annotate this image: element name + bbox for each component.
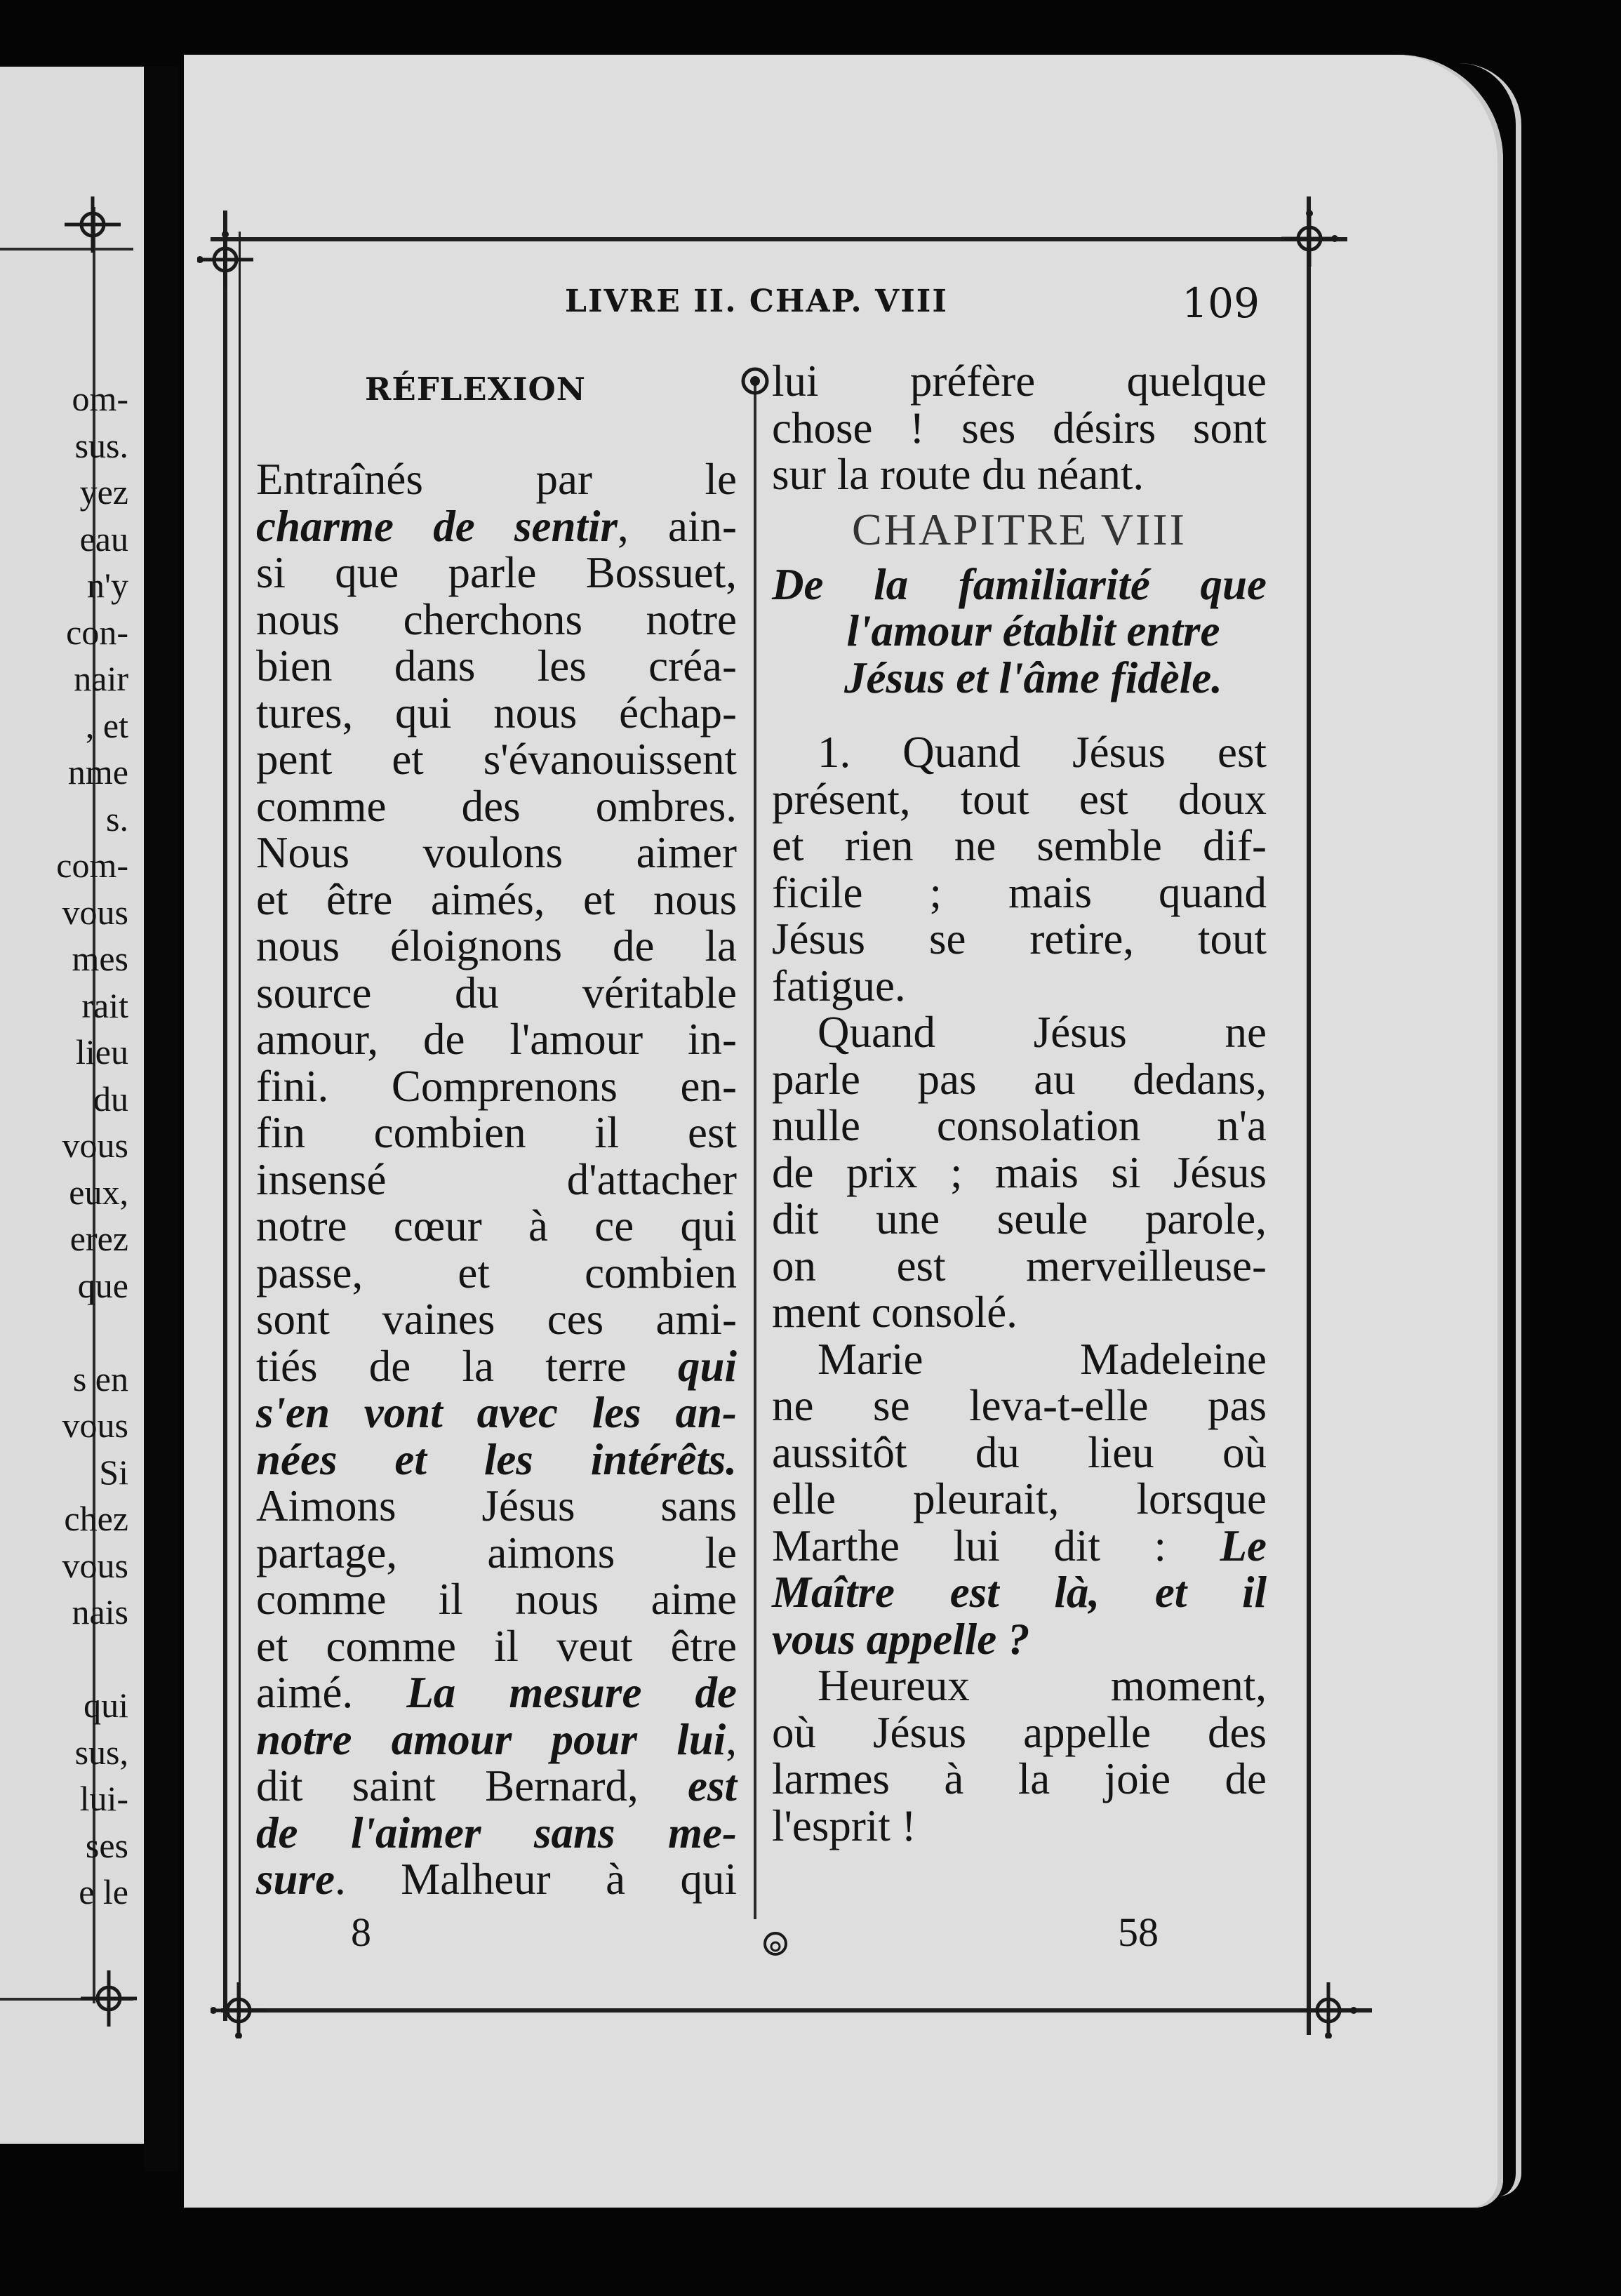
- reflexion-line: fini. Comprenons en-: [256, 1061, 737, 1111]
- facing-page-fragment: erez: [69, 1219, 128, 1258]
- reflexion-line: bien dans les créa-: [256, 641, 737, 690]
- facing-page-fragment: mes: [72, 939, 128, 978]
- column-divider-bottom-ornament-icon: [761, 1930, 789, 1958]
- facing-page-fragment: vous: [62, 892, 128, 932]
- chapter-body-line: elle pleurait, lorsque: [772, 1474, 1267, 1523]
- facing-page-fragment: s en: [72, 1359, 128, 1399]
- reflexion-line: aimé. La mesure de: [256, 1668, 737, 1717]
- facing-page-fragment: nme: [67, 752, 128, 792]
- reflexion-line: charme de sentir, ain-: [256, 501, 737, 551]
- reflexion-line: si que parle Bossuet,: [256, 548, 737, 597]
- chapter-body-line: Jésus se retire, tout: [772, 914, 1267, 963]
- reflexion-line: amour, de l'amour in-: [256, 1015, 737, 1064]
- chapter-body-line: de prix ; mais si Jésus: [772, 1147, 1267, 1197]
- chapter-subtitle-line: Jésus et l'âme fidèle.: [844, 653, 1222, 702]
- reflexion-line: Entraînés par le: [256, 455, 737, 504]
- facing-page-fragment: ses: [85, 1825, 128, 1865]
- facing-page-fragment: e le: [79, 1872, 128, 1911]
- facing-page-fragment: vous: [62, 1126, 128, 1165]
- reflexion-line: passe, et combien: [256, 1248, 737, 1297]
- facing-page-fragment: vous: [62, 1545, 128, 1585]
- reflexion-line: comme des ombres.: [256, 781, 737, 831]
- facing-page-fragment: eau: [79, 519, 128, 559]
- facing-page-fragment: qui: [84, 1686, 128, 1725]
- corner-ornament-top-left-icon: [197, 232, 253, 288]
- chapter-body-line: ment consolé.: [772, 1288, 1018, 1337]
- facing-page-fragment: s.: [106, 799, 128, 839]
- chapter-body-line: où Jésus appelle des: [772, 1707, 1267, 1757]
- chapter-heading: CHAPITRE VIII: [852, 504, 1187, 554]
- reflexion-line: nous cherchons notre: [256, 594, 737, 644]
- chapter-body-line: Maître est là, et il: [772, 1568, 1267, 1617]
- reflexion-line: dit saint Bernard, est: [256, 1761, 737, 1810]
- continuation-line: chose ! ses désirs sont: [772, 403, 1267, 453]
- reflexion-line: insensé d'attacher: [256, 1154, 737, 1204]
- chapter-body-line: ne se leva-t-elle pas: [772, 1381, 1267, 1430]
- reflexion-line: tiés de la terre qui: [256, 1341, 737, 1391]
- chapter-body-line: Marthe lui dit : Le: [772, 1521, 1267, 1570]
- chapter-body-line: on est merveilleuse-: [772, 1241, 1267, 1290]
- frame-left-rule: [223, 211, 227, 2021]
- chapter-body-line: 1. Quand Jésus est: [818, 728, 1267, 777]
- chapter-body-line: l'esprit !: [772, 1801, 916, 1850]
- chapter-body-line: Quand Jésus ne: [818, 1008, 1267, 1057]
- continuation-line: sur la route du néant.: [772, 450, 1145, 499]
- facing-page-fragment: sus.: [74, 425, 128, 465]
- chapter-body-line: larmes à la joie de: [772, 1754, 1267, 1803]
- facing-page-fragment: chez: [64, 1499, 128, 1538]
- reflexion-line: comme il nous aime: [256, 1575, 737, 1624]
- chapter-body-line: et rien ne semble dif-: [772, 821, 1267, 870]
- reflexion-line: sure. Malheur à qui: [256, 1855, 737, 1904]
- chapter-body-line: présent, tout est doux: [772, 774, 1267, 824]
- reflexion-line: nous éloignons de la: [256, 921, 737, 970]
- corner-ornament-top-right-icon: [1281, 211, 1338, 267]
- reflexion-line: Nous voulons aimer: [256, 828, 737, 877]
- running-head: LIVRE II. CHAP. VIII: [565, 283, 948, 319]
- chapter-body-line: dit une seule parole,: [772, 1194, 1267, 1243]
- reflexion-line: Aimons Jésus sans: [256, 1481, 737, 1530]
- column-divider-top-ornament-icon: [739, 365, 771, 397]
- chapter-subtitle-line: l'amour établit entre: [846, 606, 1220, 655]
- reflexion-line: partage, aimons le: [256, 1528, 737, 1577]
- column-divider: [754, 382, 756, 1919]
- facing-page-fragment: n'y: [86, 566, 128, 605]
- reflexion-line: tures, qui nous échap-: [256, 688, 737, 737]
- running-header: [565, 279, 1260, 328]
- reflexion-heading: RÉFLEXION: [365, 371, 586, 408]
- frame-bottom-rule: [221, 2008, 1372, 2013]
- chapter-body-line: parle pas au dedans,: [772, 1054, 1267, 1104]
- signature-mark-right: 58: [1118, 1909, 1159, 1955]
- chapter-body-line: ficile ; mais quand: [772, 867, 1267, 917]
- frame-right-rule: [1307, 196, 1311, 2035]
- reflexion-line: de l'aimer sans me-: [256, 1808, 737, 1857]
- reflexion-line: source du véritable: [256, 968, 737, 1017]
- facing-page-fragment: , et: [85, 705, 128, 745]
- corner-ornament-bottom-right-icon: [1300, 1982, 1356, 2038]
- facing-page-fragment: que: [77, 1265, 128, 1305]
- facing-page-fragment: nais: [72, 1592, 128, 1631]
- reflexion-line: et comme il veut être: [256, 1621, 737, 1671]
- facing-page-fragment: nair: [74, 659, 128, 698]
- corner-ornament-bottom-left-icon: [211, 1982, 267, 2038]
- reflexion-line: nées et les intérêts.: [256, 1434, 737, 1484]
- chapter-text: [772, 358, 1267, 1849]
- frame-inner-left-rule: [239, 232, 241, 2017]
- facing-page-fragment: du: [93, 1079, 128, 1119]
- chapter-body-line: Heureux moment,: [818, 1661, 1267, 1710]
- facing-page-fragment: lui-: [79, 1779, 128, 1818]
- reflexion-line: notre amour pour lui,: [256, 1714, 737, 1764]
- facing-corner-ornament-top-icon: [65, 196, 121, 253]
- frame-top-rule: [211, 237, 1347, 241]
- facing-page-fragment: om-: [72, 379, 128, 418]
- facing-page-fragment: Si: [99, 1452, 128, 1492]
- facing-page-fragment: eux,: [69, 1172, 128, 1212]
- reflexion-line: pent et s'évanouissent: [256, 735, 737, 784]
- facing-page: [0, 67, 144, 2144]
- reflexion-line: fin combien il est: [256, 1108, 737, 1157]
- facing-corner-ornament-bottom-icon: [81, 1970, 137, 2027]
- book-gutter: [144, 67, 179, 2172]
- reflexion-line: et être aimés, et nous: [256, 874, 737, 924]
- facing-page-fragment: lieu: [76, 1032, 128, 1072]
- facing-page-fragment: sus,: [74, 1732, 128, 1772]
- chapter-body-line: vous appelle ?: [772, 1614, 1030, 1664]
- facing-page-fragment: vous: [62, 1406, 128, 1445]
- facing-page-fragment: com-: [56, 846, 128, 885]
- chapter-body-line: aussitôt du lieu où: [772, 1427, 1267, 1477]
- reflexion-text: [256, 456, 737, 1903]
- facing-page-fragment: rait: [81, 985, 128, 1025]
- reflexion-line: s'en vont avec les an-: [256, 1388, 737, 1437]
- chapter-body-line: fatigue.: [772, 961, 906, 1010]
- reflexion-line: notre cœur à ce qui: [256, 1201, 737, 1250]
- chapter-body-line: Marie Madeleine: [818, 1334, 1267, 1384]
- chapter-body-line: nulle consolation n'a: [772, 1101, 1267, 1150]
- facing-page-fragment: yez: [79, 472, 128, 512]
- chapter-subtitle-line: De la familiarité que: [772, 559, 1267, 609]
- continuation-line: lui préfère quelque: [772, 356, 1267, 406]
- reflexion-line: sont vaines ces ami-: [256, 1295, 737, 1344]
- signature-mark-left: 8: [351, 1909, 371, 1955]
- facing-page-fragment: con-: [66, 612, 128, 652]
- page-number: 109: [1182, 279, 1260, 327]
- page-edge: [1460, 63, 1521, 2196]
